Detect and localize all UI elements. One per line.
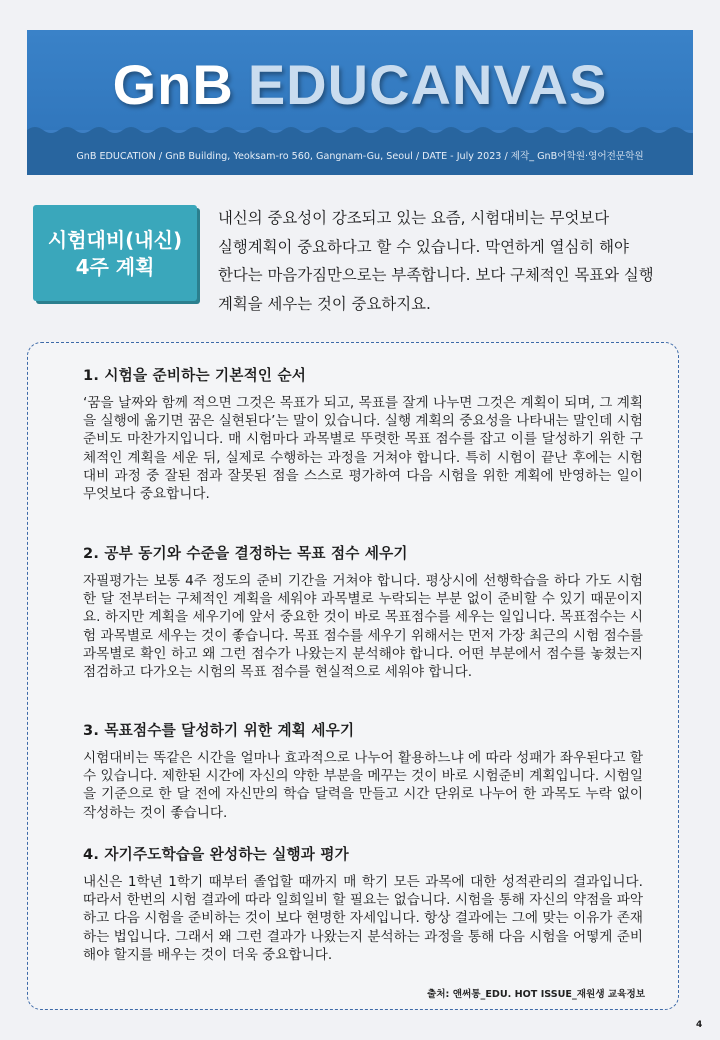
section-4: [83, 843, 643, 964]
header-subline: GnB EDUCATION / GnB Building, Yeoksam-ro 560, Gangnam-Gu, Seoul / DATE - July 2023 / 제작_ GnB어학원·영어전문학원: [76, 151, 644, 162]
section-title: 2. 공부 동기와 수준을 결정하는 목표 점수 세우기: [83, 545, 408, 562]
section-title: 4. 자기주도학습을 완성하는 실행과 평가: [83, 846, 349, 863]
section-title: 1. 시험을 준비하는 기본적인 순서: [83, 367, 307, 384]
section-body: ‘꿈을 날짜와 함께 적으면 그것은 목표가 되고, 목표를 잘게 나누면 그것은 계획이 되며, 그 계획을 실행에 옮기면 꿈은 실현된다’는 말이 있습니다. 실행 계획의 중요성을 나타내는 말인데 시험 준비도 마찬가지입니다. 매 시험마다 과목별로 뚜렷한 목표 점수를 잡고 이를 달성하기 위한 구체적인 계획을 세운 뒤, 실제로 수행하는 과정을 거쳐야 합니다. 특히 시험이 끝난 후에는 시험 대비 과정 중 잘된 점과 잘못된 점을 스스로 평가하여 다음 시험을 위한 계획에 반영하는 일이 무엇보다 중요합니다.: [83, 395, 643, 503]
section-body: 자필평가는 보통 4주 정도의 준비 기간을 거쳐야 합니다. 평상시에 선행학습을 하다 가도 시험 한 달 전부터는 구체적인 계획을 세워야 과목별로 누락되는 부분 없이 준비할 수 있기 때문이지요. 하지만 계획을 세우기에 앞서 중요한 것이 바로 목표점수를 세우는 일입니다. 목표점수는 시험 과목별로 세우는 것이 좋습니다. 목표 점수를 세우기 위해서는 먼저 가장 최근의 시험 점수를 과목별로 확인 하고 왜 그런 점수가 나왔는지 분석해야 합니다. 어떤 부분에서 점수를 놓쳤는지 점검하고 다가오는 시험의 목표 점수를 현실적으로 세워야 합니다.: [83, 573, 643, 681]
intro-line: 계획을 세우는 것이 중요하지요.: [218, 294, 431, 313]
section-body: 내신은 1학년 1학기 때부터 졸업할 때까지 매 학기 모든 과목에 대한 성적관리의 결과입니다. 따라서 한번의 시험 결과에 따라 일희일비 할 필요는 없습니다. 시험을 통해 자신의 약점을 파악하고 다음 시험을 준비하는 것이 보다 현명한 자세입니다. 항상 결과에는 그에 맞는 이유가 존재하는 법입니다. 그래서 왜 그런 결과가 나왔는지 분석하는 과정을 통해 다음 시험을 어떻게 준비해야 할지를 배우는 것이 더욱 중요합니다.: [83, 874, 643, 963]
intro-line: 실행계획이 중요하다고 할 수 있습니다. 막연하게 열심히 해야: [218, 237, 629, 256]
topic-tab-line2: 4주 계획: [75, 255, 155, 279]
intro-paragraph: [218, 204, 678, 318]
section-body: 시험대비는 똑같은 시간을 얼마나 효과적으로 나누어 활용하느냐 에 따라 성패가 좌우된다고 할 수 있습니다. 제한된 시간에 자신의 약한 부분을 메꾸는 것이 바로 시험준비 계획입니다. 시험일을 기준으로 한 달 전에 자신만의 학습 달력을 만들고 시간 단위로 나누어 한 과목도 누락 없이 작성하는 것이 좋습니다.: [83, 750, 643, 821]
page-number: 4: [696, 1020, 703, 1030]
source-credit: 출처: 앤써통_EDU. HOT ISSUE_재원생 교육정보: [427, 989, 645, 1000]
brand-part1: GnB: [112, 53, 234, 116]
topic-tab-line1: 시험대비(내신): [47, 228, 183, 252]
section-2: [83, 542, 643, 681]
brand-part2: EDUCANVAS: [247, 53, 608, 116]
section-1: [83, 364, 643, 503]
intro-line: 한다는 마음가짐만으로는 부족합니다. 보다 구체적인 목표와 실행: [218, 266, 654, 284]
section-title: 3. 목표점수를 달성하기 위한 계획 세우기: [83, 722, 355, 739]
topic-tab: [33, 205, 201, 305]
intro-line: 내신의 중요성이 강조되고 있는 요즘, 시험대비는 무엇보다: [218, 209, 610, 227]
section-3: [83, 719, 643, 822]
topic-tab-title: [33, 227, 197, 281]
brand-logo: [27, 52, 693, 117]
